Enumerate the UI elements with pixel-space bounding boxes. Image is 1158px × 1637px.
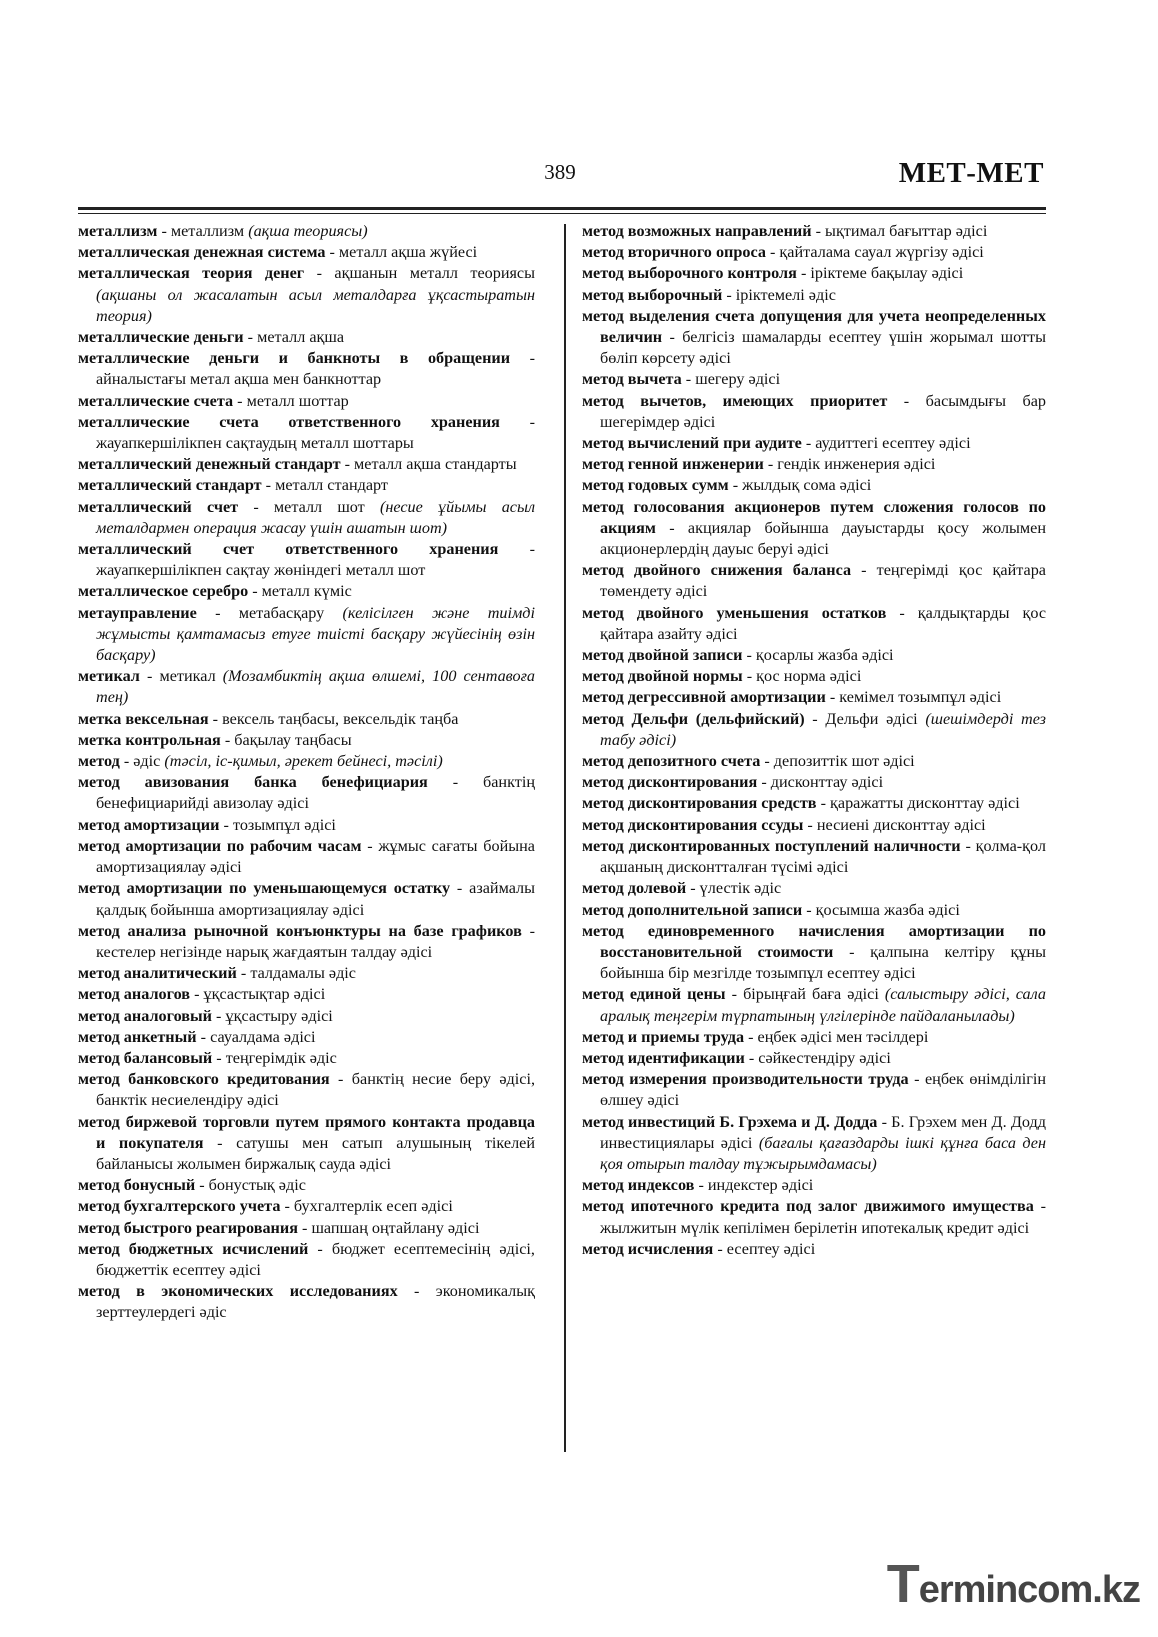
entry-note: (тәсіл, іс-қимыл, әрекет бейнесі, тәсілі) xyxy=(164,752,443,771)
dictionary-entry xyxy=(78,539,535,581)
entry-term: метод идентификации xyxy=(582,1048,745,1067)
entry-definition: - метабасқару xyxy=(196,603,343,622)
dictionary-entry xyxy=(582,772,1046,793)
entry-term: металлическое серебро xyxy=(78,582,249,601)
entry-term: метауправление xyxy=(78,603,197,622)
entry-term: метод xyxy=(78,752,120,771)
entry-term: металлический счет xyxy=(78,497,239,516)
dictionary-entry xyxy=(78,751,535,772)
dictionary-entry xyxy=(78,497,535,539)
entry-definition: - банктің несие беру әдісі, банктік несиелендіру әдісі xyxy=(96,1070,535,1110)
entry-note: (шешімдерді тез табу әдісі) xyxy=(600,709,1046,749)
page-number: 389 xyxy=(544,160,576,184)
entry-definition: - қосымша жазба әдісі xyxy=(802,900,960,919)
dictionary-entry xyxy=(78,475,535,496)
running-head: МЕТ-МЕТ xyxy=(898,157,1044,189)
entry-term: метод балансовый xyxy=(78,1048,213,1067)
entry-definition: - банктің бенефициарийді авизолау әдісі xyxy=(96,773,535,813)
dictionary-entry xyxy=(582,984,1046,1026)
entry-term: металлические деньги и банкноты в обращении xyxy=(78,349,511,368)
entry-definition: - ұқсастықтар әдісі xyxy=(190,985,326,1004)
entry-term: метод голосования акционеров путем сложения голосов по акциям xyxy=(582,497,1046,537)
dictionary-entry xyxy=(78,221,535,242)
dictionary-entry xyxy=(582,793,1046,814)
dictionary-entry xyxy=(582,645,1046,666)
entry-definition: - аудиттегі есептеу әдісі xyxy=(801,434,971,453)
entry-term: металлическая денежная система xyxy=(78,243,326,262)
entry-term: метод двойной записи xyxy=(582,646,743,665)
entry-definition: - сәйкестендіру әдісі xyxy=(744,1048,891,1067)
dictionary-entry xyxy=(582,1069,1046,1111)
dictionary-entry xyxy=(582,836,1046,878)
dictionary-entry xyxy=(78,242,535,263)
entry-term: метод вторичного опроса xyxy=(582,243,766,262)
entry-term: метод банковского кредитования xyxy=(78,1070,330,1089)
entry-term: метод биржевой торговли путем прямого контакта продавца и покупателя xyxy=(78,1112,535,1152)
entry-term: метод дисконтирования ссуды xyxy=(582,815,804,834)
entry-definition: - әдіс xyxy=(119,752,165,771)
header-rule-thin xyxy=(78,213,1046,214)
entry-term: метод бухгалтерского учета xyxy=(78,1197,281,1216)
entry-definition: - еңбек әдісі мен тәсілдері xyxy=(744,1027,929,1046)
entry-term: метод дисконтированных поступлений наличности xyxy=(582,836,961,855)
entry-term: метод анализа рыночной конъюнктуры на базе графиков xyxy=(78,921,522,940)
entry-definition: - іріктемелі әдіс xyxy=(722,285,836,304)
entry-definition: - бонустық әдіс xyxy=(195,1176,306,1195)
entry-term: метод в экономических исследованиях xyxy=(78,1282,398,1301)
dictionary-entry xyxy=(582,454,1046,475)
entry-note: (келісілген және тиімді жұмысты қамтамасыз етуге тиісті басқару жүйесінің өзін басқару) xyxy=(96,603,535,665)
entry-definition: - гендік инженерия әдісі xyxy=(763,455,936,474)
entry-definition: - қолма-қол ақшаның дисконтталған түсімі әдісі xyxy=(600,836,1046,877)
entry-definition: - акциялар бойынша дауыстарды қосу жолымен акционерлердің дауыс беруі әдісі xyxy=(600,518,1046,559)
entry-definition: - теңгерімді қос қайтара төмендету әдісі xyxy=(600,561,1046,601)
dictionary-entry xyxy=(78,1069,535,1111)
entry-term: метод Дельфи (дельфийский) xyxy=(582,709,805,728)
dictionary-entry xyxy=(78,327,535,348)
entry-term: метод инвестиций Б. Грэхема и Д. Додда xyxy=(582,1112,878,1131)
dictionary-entry xyxy=(78,1006,535,1027)
dictionary-entry xyxy=(78,666,535,708)
entry-definition: - сатушы мен сатып алушының тікелей байланысы жолымен биржалық сауда әдісі xyxy=(96,1133,536,1173)
entry-definition: - вексель таңбасы, вексельдік таңба xyxy=(208,709,459,728)
dictionary-entry xyxy=(582,687,1046,708)
dictionary-entry xyxy=(78,454,535,475)
dictionary-entry xyxy=(582,475,1046,496)
entry-definition: - бақылау таңбасы xyxy=(220,730,352,749)
dictionary-entry xyxy=(582,1239,1046,1260)
dictionary-entry xyxy=(582,369,1046,390)
entry-definition: - металл шоттар xyxy=(233,391,349,410)
dictionary-entry xyxy=(582,1175,1046,1196)
entry-term: метод измерения производительности труда xyxy=(582,1070,909,1089)
dictionary-entry xyxy=(78,836,535,878)
dictionary-entry xyxy=(78,1196,535,1217)
header-rule-thick xyxy=(78,207,1046,210)
entry-definition: - үлестік әдіс xyxy=(686,879,782,898)
entry-definition: - жұмыс сағаты бойына амортизациялау әдісі xyxy=(96,836,535,877)
dictionary-entry xyxy=(78,984,535,1005)
entry-note: (салыстыру әдісі, сала аралық теңгерім түрпатының үлгілерінде пайдаланылады) xyxy=(600,985,1047,1025)
entry-term: метод долевой xyxy=(582,879,687,898)
dictionary-entry xyxy=(582,878,1046,899)
dictionary-entry xyxy=(582,391,1046,433)
dictionary-entry xyxy=(582,1048,1046,1069)
dictionary-entry xyxy=(78,1027,535,1048)
entry-definition: - қосарлы жазба әдісі xyxy=(742,646,894,665)
entry-note: (Мозамбиктің ақша өлшемі, 100 сентавоға тең) xyxy=(96,667,535,707)
dictionary-entry xyxy=(582,497,1046,561)
entry-term: метод выборочного контроля xyxy=(582,264,797,283)
entry-definition: - бухгалтерлік есеп әдісі xyxy=(280,1197,453,1216)
dictionary-entry xyxy=(78,581,535,602)
dictionary-entry xyxy=(78,772,535,814)
entry-term: метод дисконтирования xyxy=(582,773,758,792)
entry-term: метод двойной нормы xyxy=(582,667,743,686)
dictionary-entry xyxy=(582,603,1046,645)
entry-term: металлизм xyxy=(78,222,158,240)
entry-term: метод вычислений при аудите xyxy=(582,434,802,453)
entry-term: метод возможных направлений xyxy=(582,222,812,240)
entry-definition: - Дельфи әдісі xyxy=(804,709,926,728)
entry-definition: - индекстер әдісі xyxy=(694,1176,814,1195)
entry-term: метод индексов xyxy=(582,1176,695,1195)
entry-definition: - жауапкершілікпен сақтаудың металл шоттары xyxy=(96,412,535,453)
entry-definition: - басымдығы бар шегерімдер әдісі xyxy=(600,391,1046,431)
entry-definition: - ықтимал бағыттар әдісі xyxy=(811,222,988,240)
dictionary-entry xyxy=(78,709,535,730)
entry-definition: - металл ақша xyxy=(243,328,345,347)
entry-term: метод исчисления xyxy=(582,1239,714,1258)
entry-term: металлический счет ответственного хранения xyxy=(78,540,499,559)
entry-definition: - жылдық сома әдісі xyxy=(728,476,872,495)
entry-note: (бағалы қағаздарды ішкі құнға баса ден қоя отырып талдау тұжырымдамасы) xyxy=(600,1133,1046,1173)
entry-term: метод бонусный xyxy=(78,1176,196,1195)
entry-term: метод выборочный xyxy=(582,285,723,304)
entry-term: металлические счета xyxy=(78,391,234,410)
dictionary-entry xyxy=(78,730,535,751)
entry-definition: - металл ақша стандарты xyxy=(340,455,517,474)
entry-term: метод двойного снижения баланса xyxy=(582,561,852,580)
dictionary-entry xyxy=(78,1281,535,1323)
dictionary-entry xyxy=(582,433,1046,454)
entry-term: метод амортизации xyxy=(78,815,220,834)
entry-note: (несие ұйымы асыл металдармен операция жасау үшін ашатын шот) xyxy=(96,497,535,537)
entry-definition: - жауапкершілікпен сақтау жөніндегі металл шот xyxy=(96,540,536,580)
entry-note: (ақшаны ол жасалатын асыл металдарға ұқсастыратын теория) xyxy=(96,285,535,325)
right-column xyxy=(582,221,1046,1260)
entry-definition: - қайталама сауал жүргізу әдісі xyxy=(765,243,984,262)
entry-definition: - шегеру әдісі xyxy=(681,370,781,389)
entry-definition: - қалдықтарды қос қайтара азайту әдісі xyxy=(600,603,1046,643)
entry-definition: - кемімел тозымпұл әдісі xyxy=(825,688,1002,707)
entry-term: метод дополнительной записи xyxy=(582,900,803,919)
entry-term: металлические счета ответственного хранения xyxy=(78,412,500,431)
entry-term: метод единовременного начисления амортизации по восстановительной стоимости xyxy=(582,921,1046,961)
dictionary-entry xyxy=(582,900,1046,921)
dictionary-entry xyxy=(78,412,535,454)
entry-term: метод амортизации по уменьшающемуся остатку xyxy=(78,879,451,898)
dictionary-entry xyxy=(78,1239,535,1281)
entry-definition: - металл ақша жүйесі xyxy=(325,243,478,262)
left-column xyxy=(78,221,535,1324)
entry-definition: - шапшаң оңтайлану әдісі xyxy=(297,1218,480,1237)
entry-definition: - қаражатты дисконттау әдісі xyxy=(816,794,1020,813)
entry-term: метод генной инженерии xyxy=(582,455,764,474)
entry-term: метод дегрессивной амортизации xyxy=(582,688,826,707)
dictionary-entry xyxy=(582,306,1046,370)
entry-definition: - металл күміс xyxy=(248,582,352,601)
entry-definition: - теңгерімдік әдіс xyxy=(212,1048,337,1067)
entry-term: метод анкетный xyxy=(78,1027,197,1046)
entry-term: метод единой цены xyxy=(582,985,726,1004)
dictionary-entry xyxy=(78,878,535,920)
dictionary-entry xyxy=(582,560,1046,602)
entry-term: метод аналитический xyxy=(78,964,237,983)
dictionary-entry xyxy=(582,242,1046,263)
dictionary-entry xyxy=(78,963,535,984)
entry-definition: - кестелер негізінде нарық жағдаятын талдау әдісі xyxy=(96,921,536,961)
entry-definition: - экономикалық зерттеулердегі әдіс xyxy=(96,1282,536,1322)
entry-definition: - металл стандарт xyxy=(261,476,388,495)
dictionary-entry xyxy=(78,1112,535,1176)
entry-definition: - бірыңғай баға әдісі xyxy=(725,985,885,1004)
entry-term: метод авизования банка бенефициария xyxy=(78,773,428,792)
dictionary-entry xyxy=(78,1175,535,1196)
entry-definition: - есептеу әдісі xyxy=(713,1239,816,1258)
dictionary-entry xyxy=(582,921,1046,985)
dictionary-entry xyxy=(582,1196,1046,1238)
entry-term: металлический денежный стандарт xyxy=(78,455,341,474)
dictionary-entry xyxy=(582,751,1046,772)
entry-definition: - дисконттау әдісі xyxy=(757,773,884,792)
dictionary-entry xyxy=(78,348,535,390)
entry-definition: - қос норма әдісі xyxy=(742,667,862,686)
entry-definition: - азаймалы қалдық бойынша амортизациялау әдісі xyxy=(96,879,535,919)
dictionary-entry xyxy=(78,391,535,412)
watermark-initial: T xyxy=(886,1554,919,1614)
entry-definition: - ұқсастыру әдісі xyxy=(212,1006,333,1025)
entry-definition: - метикал xyxy=(139,667,223,686)
dictionary-entry xyxy=(78,1048,535,1069)
entry-definition: - несиені дисконттау әдісі xyxy=(803,815,986,834)
entry-definition: - Б. Грэхем мен Д. Додд инвестициялары әдісі xyxy=(600,1112,1046,1152)
dictionary-entry xyxy=(582,263,1046,284)
dictionary-entry xyxy=(582,285,1046,306)
entry-term: метикал xyxy=(78,667,140,686)
entry-term: метод выделения счета допущения для учета неопределенных величин xyxy=(582,306,1046,347)
entry-definition: - ақшанын металл теориясы xyxy=(304,264,535,283)
entry-term: метка вексельная xyxy=(78,709,209,728)
entry-definition: - белгісіз шамаларды есептеу үшін жорымал шотты бөліп көрсету әдісі xyxy=(600,328,1046,368)
entry-definition: - еңбек өнімділігін өлшеу әдісі xyxy=(600,1070,1046,1110)
entry-definition: - металлизм xyxy=(157,222,249,240)
entry-note: (ақша теориясы) xyxy=(248,222,368,240)
entry-definition: - жылжитын мүлік кепілімен берілетін ипотекалық кредит әдісі xyxy=(600,1197,1047,1237)
entry-term: метод вычета xyxy=(582,370,682,389)
dictionary-entry xyxy=(582,1027,1046,1048)
dictionary-entry xyxy=(78,263,535,327)
entry-definition: - қалпына келтіру құны бойынша бір мезгілде тозымпұл есептеу әдісі xyxy=(600,942,1046,983)
dictionary-entry xyxy=(78,603,535,667)
entry-term: метод аналоговый xyxy=(78,1006,212,1025)
entry-definition: - бюджет есептемесінің әдісі, бюджеттік есептеу әдісі xyxy=(96,1239,535,1279)
dictionary-entry xyxy=(78,1218,535,1239)
entry-term: метод ипотечного кредита под залог движимого имущества xyxy=(582,1197,1034,1216)
entry-term: металлический стандарт xyxy=(78,476,262,495)
dictionary-entry xyxy=(582,221,1046,242)
entry-definition: - айналыстағы метал ақша мен банкноттар xyxy=(96,349,536,389)
entry-term: металлические деньги xyxy=(78,328,244,347)
watermark-text: ermincom.kz xyxy=(918,1569,1140,1611)
entry-term: метод амортизации по рабочим часам xyxy=(78,836,362,855)
entry-term: метод дисконтирования средств xyxy=(582,794,817,813)
entry-term: метод двойного уменьшения остатков xyxy=(582,603,887,622)
entry-term: метод быстрого реагирования xyxy=(78,1218,298,1237)
entry-definition: - сауалдама әдісі xyxy=(196,1027,316,1046)
watermark-logo xyxy=(887,1553,1140,1615)
dictionary-entry xyxy=(582,666,1046,687)
dictionary-entry xyxy=(582,815,1046,836)
entry-term: метка контрольная xyxy=(78,730,221,749)
entry-definition: - металл шот xyxy=(238,497,380,516)
dictionary-entry xyxy=(582,1112,1046,1176)
entry-term: метод депозитного счета xyxy=(582,752,761,771)
entry-term: металлическая теория денег xyxy=(78,264,305,283)
dictionary-entry xyxy=(78,921,535,963)
dictionary-entry xyxy=(78,815,535,836)
entry-definition: - іріктеме бақылау әдісі xyxy=(796,264,964,283)
entry-definition: - депозиттік шот әдісі xyxy=(760,752,915,771)
dictionary-entry xyxy=(582,709,1046,751)
entry-term: метод годовых сумм xyxy=(582,476,729,495)
entry-term: метод и приемы труда xyxy=(582,1027,745,1046)
entry-definition: - тозымпұл әдісі xyxy=(219,815,336,834)
entry-term: метод бюджетных исчислений xyxy=(78,1239,309,1258)
column-divider xyxy=(564,224,566,1452)
entry-definition: - талдамалы әдіс xyxy=(236,964,356,983)
entry-term: метод аналогов xyxy=(78,985,191,1004)
entry-term: метод вычетов, имеющих приоритет xyxy=(582,391,888,410)
